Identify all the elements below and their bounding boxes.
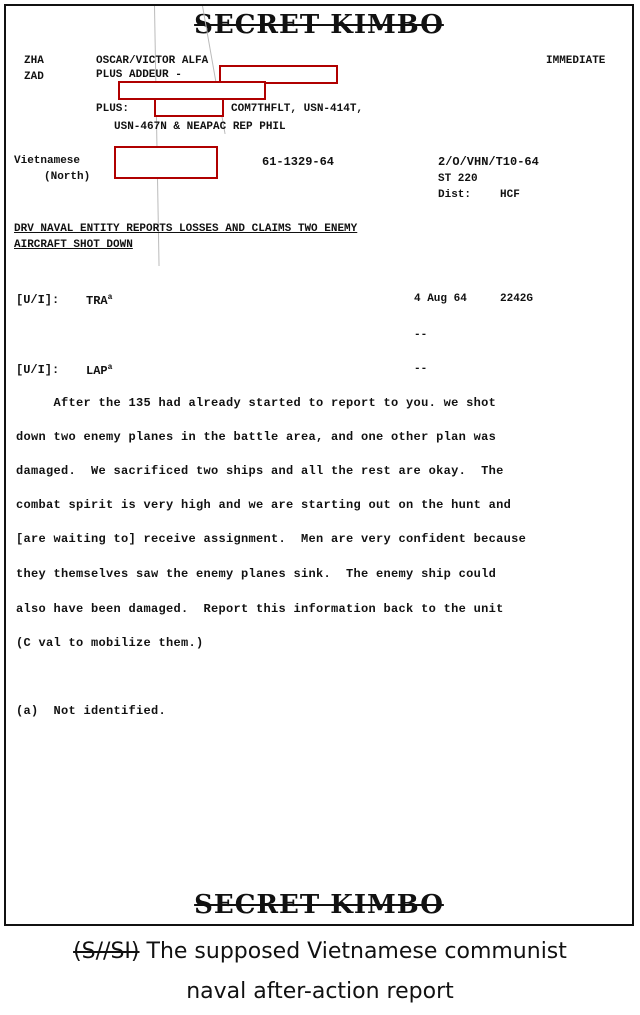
subject-line-1: DRV NAVAL ENTITY REPORTS LOSSES AND CLAIMS TWO ENEMY — [14, 223, 358, 235]
body-line: also have been damaged. Report this information back to the unit — [16, 602, 504, 616]
redaction-box — [114, 146, 218, 179]
document-page — [4, 4, 634, 926]
dist-value: HCF — [500, 189, 520, 201]
body-line: damaged. We sacrificed two ships and all the rest are okay. The — [16, 464, 504, 478]
msg1-date: 4 Aug 64 — [414, 293, 467, 305]
classification-top: SECRET KIMBO — [194, 10, 444, 40]
caption-line-1 — [0, 932, 640, 972]
body-line: they themselves saw the enemy planes sink. The enemy ship could — [16, 567, 497, 581]
figure-caption — [0, 932, 640, 1012]
precedence: IMMEDIATE — [546, 55, 606, 67]
plus-addressees-2: USN-467N & NEAPAC REP PHIL — [114, 121, 286, 133]
serial-number: 2/O/VHN/T10-64 — [438, 155, 539, 169]
st-number: ST 220 — [438, 173, 478, 185]
body-line: (C val to mobilize them.) — [16, 636, 204, 650]
body-line: [are waiting to] receive assignment. Men are very confident because — [16, 532, 527, 546]
redaction-box — [154, 98, 224, 117]
addressee-1: OSCAR/VICTOR ALFA — [96, 55, 209, 67]
routing-code-1: ZHA — [24, 55, 44, 67]
subject-line-2: AIRCRAFT SHOT DOWN — [14, 239, 133, 251]
plus-addressees-1: COM7THFLT, USN-414T, — [231, 103, 364, 115]
caption-line-2: naval after-action report — [186, 979, 454, 1004]
footnote: (a) Not identified. — [16, 704, 167, 718]
source-country: Vietnamese — [14, 155, 81, 167]
body-line: combat spirit is very high and we are starting out on the hunt and — [16, 498, 512, 512]
addressee-2: PLUS ADDEUR - — [96, 69, 182, 81]
plus-label: PLUS: — [96, 103, 130, 115]
source-region: (North) — [44, 171, 91, 183]
dist-label: Dist: — [438, 189, 472, 201]
report-number: 61-1329-64 — [262, 155, 335, 169]
routing-code-2: ZAD — [24, 71, 44, 83]
msg1-time: 2242G — [500, 293, 534, 305]
msg2-dash: -- — [414, 363, 428, 375]
classification-bottom: SECRET KIMBO — [194, 890, 444, 920]
msg1-dash: -- — [414, 329, 428, 341]
body-line: After the 135 had already started to report to you. we shot — [16, 396, 497, 410]
msg1-station: TRA$^a$ — [86, 293, 113, 308]
msg2-station: LAP$^a$ — [86, 363, 113, 378]
caption-text-1: The supposed Vietnamese communist — [139, 939, 567, 964]
body-line: down two enemy planes in the battle area, and one other plan was — [16, 430, 497, 444]
msg2-label: [U/I]: — [16, 363, 60, 377]
caption-classification: (S//SI) — [73, 939, 140, 964]
msg1-label: [U/I]: — [16, 293, 60, 307]
